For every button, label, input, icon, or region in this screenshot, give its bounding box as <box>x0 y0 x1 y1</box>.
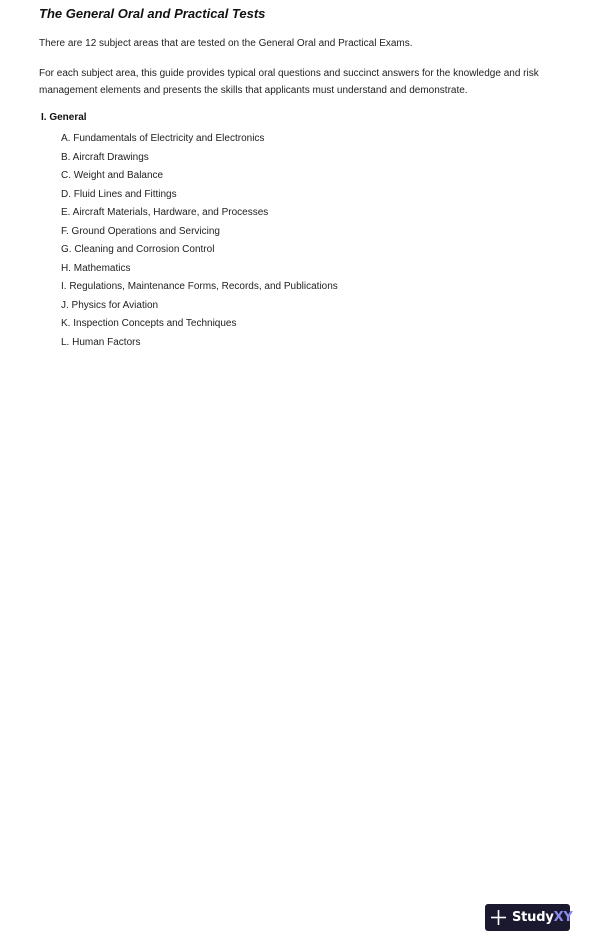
plus-icon <box>490 909 507 926</box>
section-title: I. General <box>41 112 87 123</box>
list-item: D. Fluid Lines and Fittings <box>61 188 177 200</box>
logo-text-main: Study <box>512 910 554 925</box>
subject-area-list <box>61 130 338 352</box>
studyxy-logo <box>485 904 573 931</box>
description-paragraph: For each subject area, this guide provides typical oral questions and succinct answers for the knowledge and risk management elements and presents the skills that applicants must understand and demonstrate. <box>39 68 539 96</box>
list-item: B. Aircraft Drawings <box>61 151 149 163</box>
list-item: G. Cleaning and Corrosion Control <box>61 244 215 255</box>
list-item: E. Aircraft Materials, Hardware, and Processes <box>61 207 269 218</box>
list-item: A. Fundamentals of Electricity and Electronics <box>61 133 265 144</box>
list-item: L. Human Factors <box>61 336 141 348</box>
list-item: H. Mathematics <box>61 262 131 274</box>
intro-paragraph: There are 12 subject areas that are tested on the General Oral and Practical Exams. <box>39 38 413 49</box>
list-item: I. Regulations, Maintenance Forms, Records, and Publications <box>61 281 338 292</box>
list-item: C. Weight and Balance <box>61 170 164 181</box>
list-item: J. Physics for Aviation <box>61 299 159 311</box>
list-item: K. Inspection Concepts and Techniques <box>61 318 237 329</box>
document-title: The General Oral and Practical Tests <box>39 6 266 21</box>
list-item: F. Ground Operations and Servicing <box>61 225 220 237</box>
logo-wordmark <box>512 910 573 925</box>
logo-text-accent: XY <box>553 910 573 925</box>
